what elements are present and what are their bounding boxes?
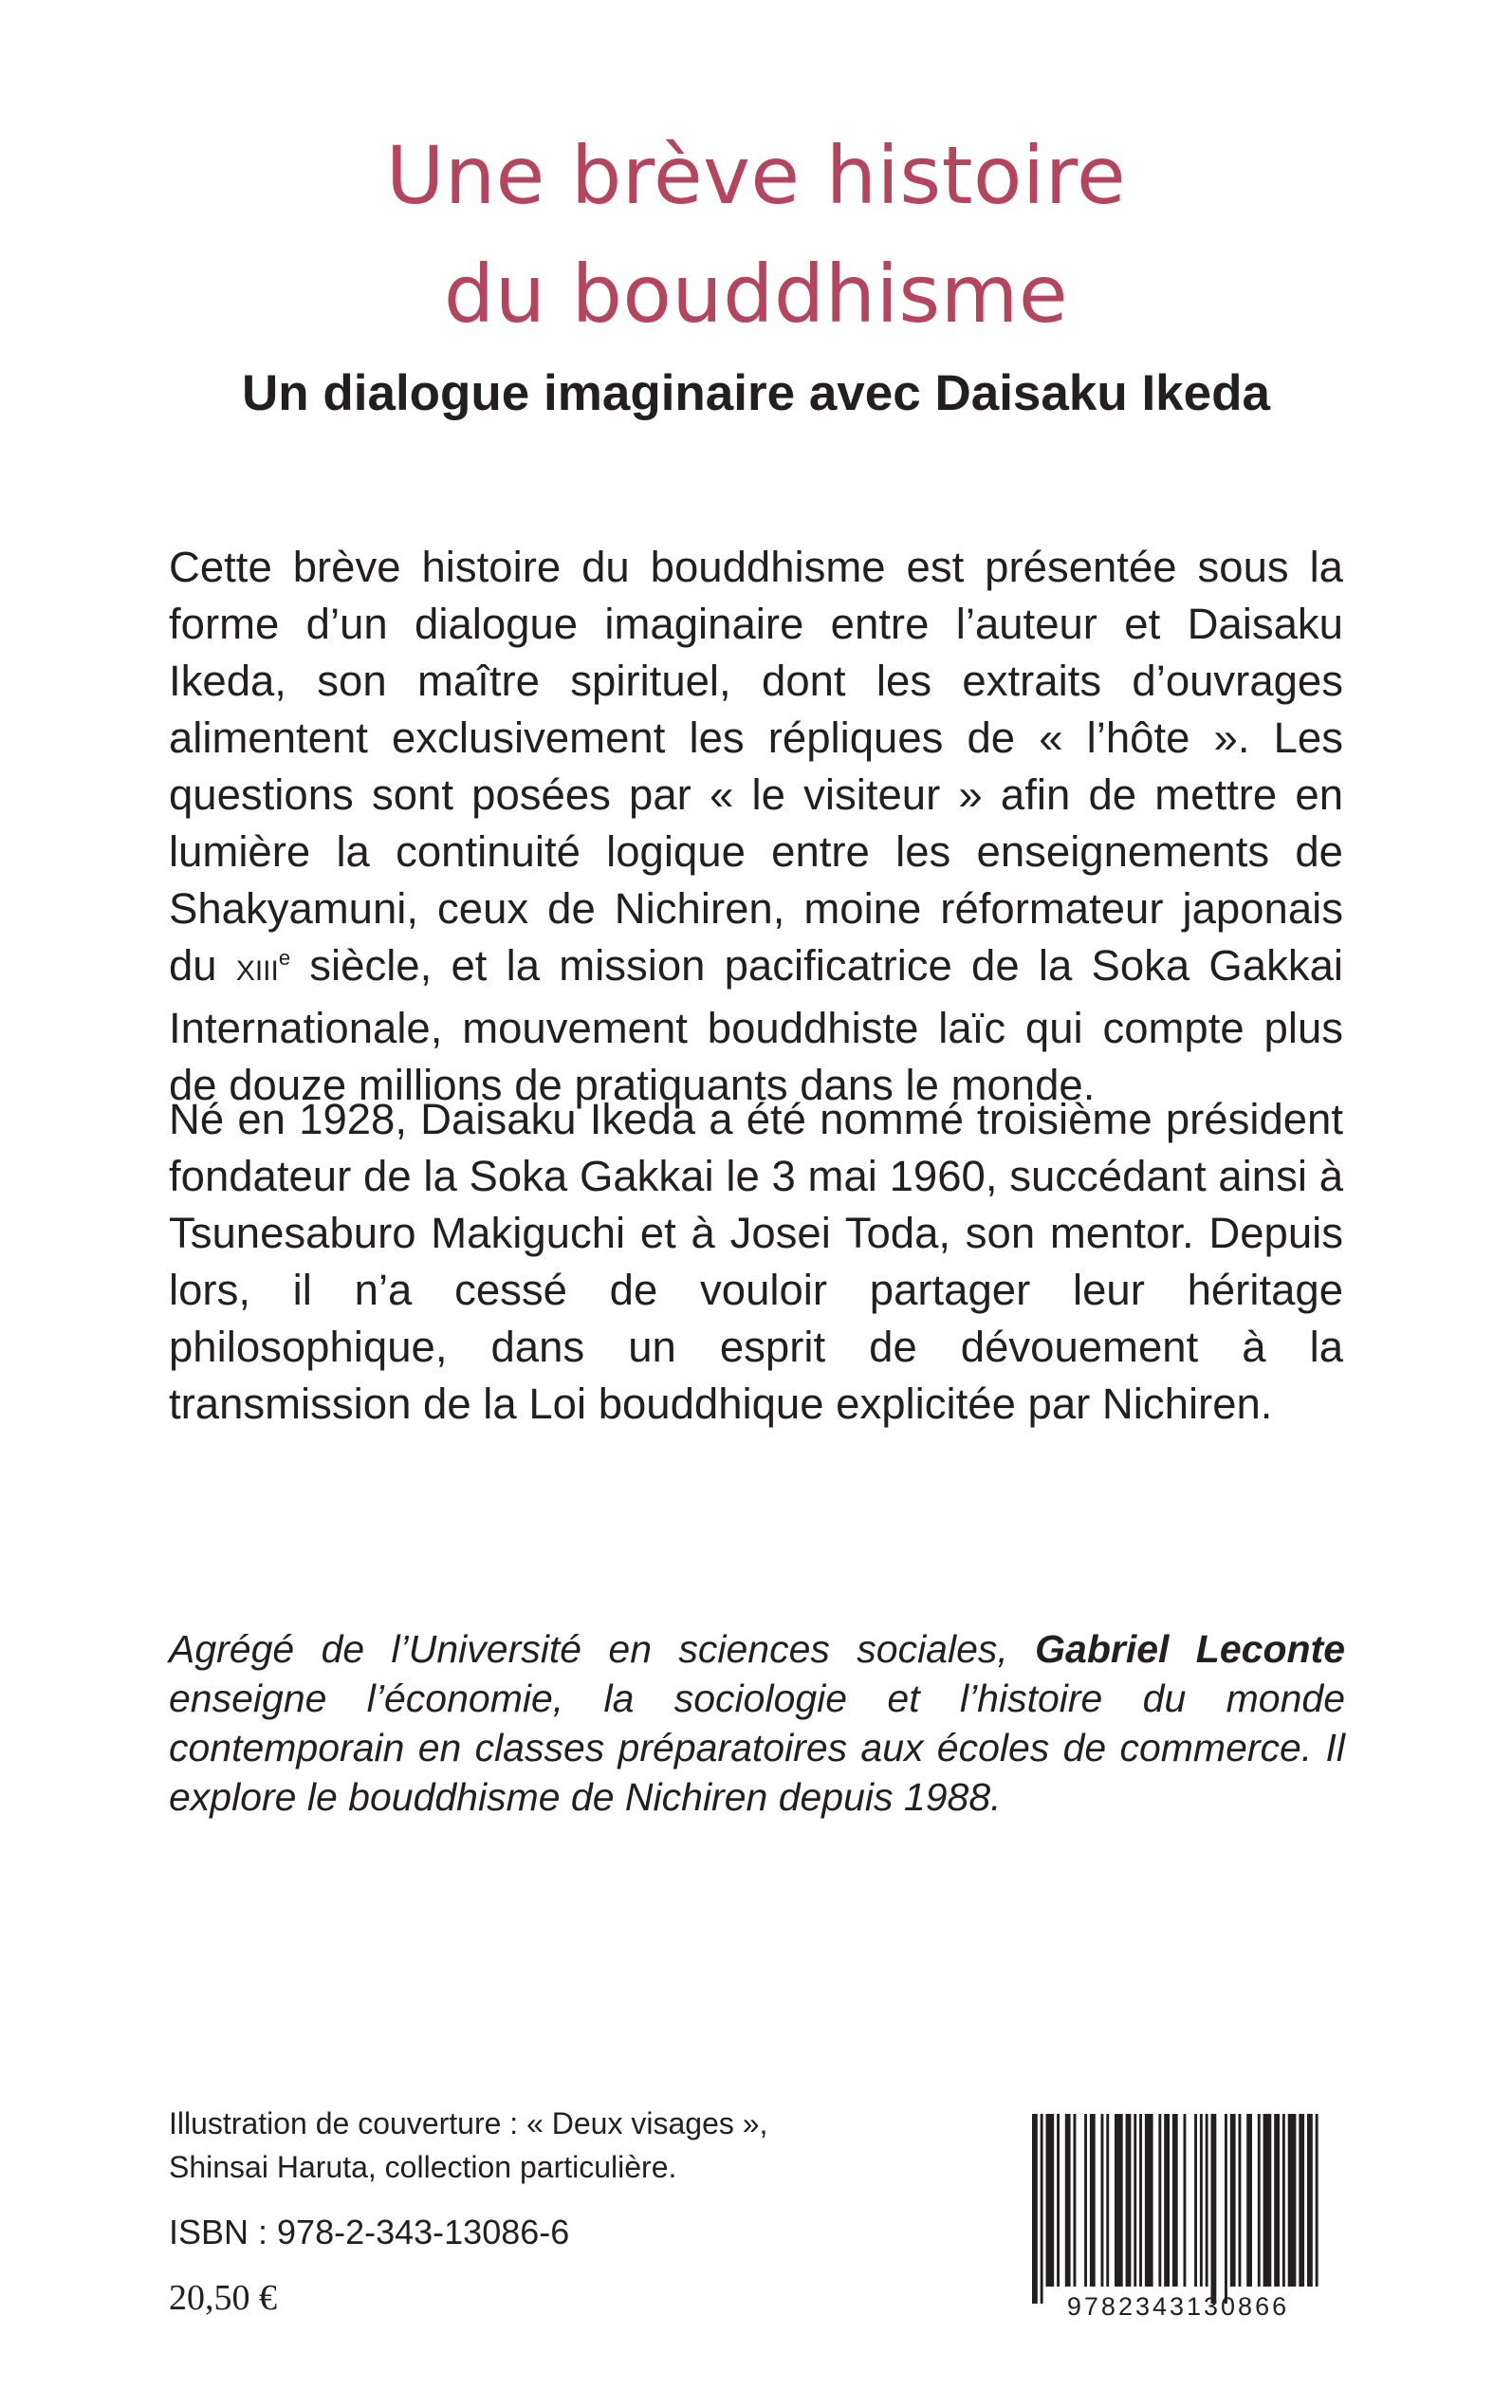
author-bio-start: Agrégé de l’Université en sciences sociales,	[169, 1627, 1036, 1671]
barcode-bar	[1032, 2114, 1038, 2304]
barcode-bar	[1316, 2114, 1318, 2287]
century-numeral: XIII	[235, 955, 279, 987]
barcode-bar	[1046, 2114, 1055, 2287]
barcode-bar	[1139, 2114, 1142, 2287]
author-bio-end: enseigne l’économie, la sociologie et l’histoire du monde contemporain en classes préparatoires aux écoles de commerce. Il explore le bouddhisme de Nichiren depuis 1988.	[169, 1676, 1345, 1819]
blurb-paragraph-1	[169, 539, 1343, 1114]
barcode-bar	[1158, 2114, 1161, 2287]
barcode-bar	[1065, 2114, 1071, 2287]
blurb-paragraph-2: Né en 1928, Daisaku Ikeda a été nommé troisième président fondateur de la Soka Gakkai le 3 mai 1960, succédant ainsi à Tsunesaburo Makiguchi et à Josei Toda, son mentor. Depuis lors, il n’a cessé de vouloir partager leur héritage philosophique, dans un esprit de dévouement à la transmission de la Loi bouddhique explicitée par Nichiren.	[169, 1095, 1343, 1428]
barcode-bar	[1206, 2114, 1208, 2287]
barcode-image	[1026, 2114, 1330, 2323]
author-bio	[169, 1624, 1345, 1822]
barcode-bar	[1258, 2114, 1261, 2287]
barcode-bar	[1057, 2114, 1060, 2287]
barcode-bar	[1115, 2114, 1123, 2287]
blurb-paragraph-1-start: Cette brève histoire du bouddhisme est présentée sous la forme d’un dialogue imaginaire entre l’auteur et Daisaku Ikeda, son maître spirituel, dont les extraits d’ouvrages alimentent exclusivement les répliques de « l’hôte ». Les questions sont posées par « le visiteur » afin de mettre en lumière la continuité logique entre les enseignements de Shakyamuni, ceux de Nichiren, moine réformateur japonais du	[169, 543, 1343, 990]
barcode-bar	[1101, 2114, 1104, 2287]
barcode-digits: 9782343130866	[1066, 2292, 1290, 2321]
barcode-bar	[1184, 2114, 1187, 2287]
barcode-bar	[1263, 2114, 1272, 2287]
barcode-bar	[1074, 2114, 1077, 2287]
barcode-bar	[1200, 2114, 1203, 2287]
barcode-bar	[1307, 2114, 1313, 2287]
barcode-bar	[1239, 2114, 1242, 2287]
barcode-bar	[1282, 2114, 1285, 2287]
book-subtitle: Un dialogue imaginaire avec Daisaku Ikeda	[242, 365, 1270, 421]
century-superscript: e	[278, 946, 291, 970]
barcode-bar	[1164, 2114, 1170, 2287]
blurb-paragraph-1-end: siècle, et la mission pacificatrice de la Soka Gakkai Internationale, mouvement bouddhiste laïc qui compte plus de douze millions de pratiquants dans le monde.	[169, 941, 1343, 1109]
barcode-bar	[1106, 2114, 1109, 2287]
barcode-bar	[1145, 2114, 1153, 2287]
barcode-bar	[1134, 2114, 1136, 2287]
barcode-bar	[1299, 2114, 1304, 2287]
illustration-credit	[169, 2102, 767, 2189]
barcode-bar	[1194, 2114, 1197, 2287]
barcode-bar	[1126, 2114, 1132, 2287]
isbn: ISBN : 978-2-343-13086-6	[169, 2213, 570, 2251]
barcode-bar	[1211, 2114, 1217, 2304]
illustration-credit-line-1: Illustration de couverture : « Deux visages »,	[169, 2106, 768, 2140]
author-name: Gabriel Leconte	[1035, 1627, 1345, 1671]
book-title-line-2: du bouddhisme	[443, 248, 1069, 341]
book-title-line-1: Une brève histoire	[385, 129, 1127, 222]
price: 20,50 €	[169, 2278, 277, 2318]
barcode-bar	[1288, 2114, 1297, 2287]
barcode-bar	[1274, 2114, 1280, 2287]
barcode-bar	[1172, 2114, 1178, 2287]
barcode-bar	[1225, 2114, 1227, 2304]
barcode-bar	[1230, 2114, 1236, 2287]
barcode-bar	[1041, 2114, 1043, 2304]
barcode-bar	[1084, 2114, 1087, 2287]
illustration-credit-line-2: Shinsai Haruta, collection particulière.	[169, 2150, 677, 2184]
barcode-bar	[1246, 2114, 1252, 2287]
barcode-bar	[1090, 2114, 1096, 2287]
